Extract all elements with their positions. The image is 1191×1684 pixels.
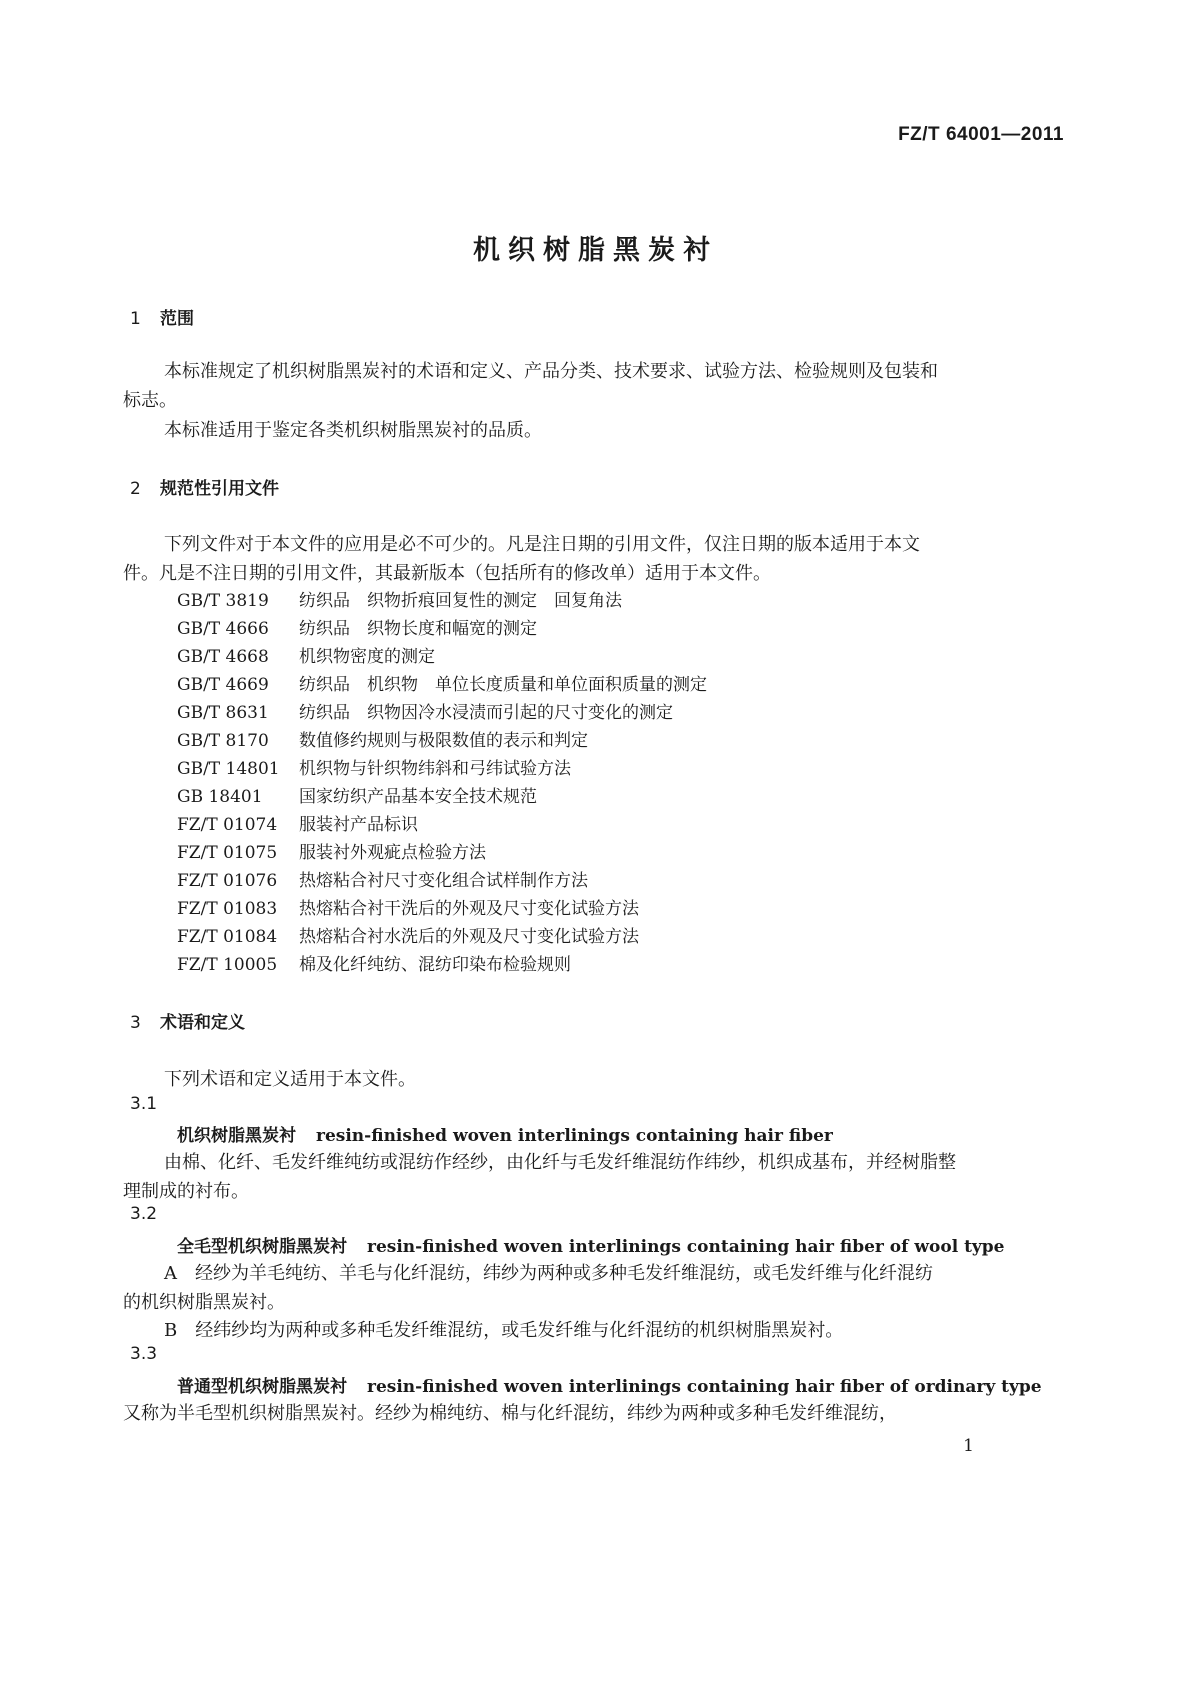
- paragraph: 本标准适用于鉴定各类机织树脂黑炭衬的品质。: [164, 420, 542, 441]
- reference-title: 纺织品 机织物 单位长度质量和单位面积质量的测定: [299, 675, 707, 695]
- standard-number: FZ/T 64001—2011: [898, 124, 1064, 145]
- paragraph: 下列术语和定义适用于本文件。: [164, 1069, 416, 1090]
- document-title: 机织树脂黑炭衬: [473, 235, 718, 266]
- reference-code: GB/T 3819: [177, 591, 269, 611]
- term-en: resin-finished woven interlinings containing hair fiber: [316, 1126, 833, 1146]
- reference-item: [177, 810, 418, 835]
- section-2-heading: [130, 474, 279, 499]
- reference-title: 机织物与针织物纬斜和弓纬试验方法: [299, 759, 571, 779]
- term-zh: 普通型机织树脂黑炭衬: [177, 1377, 347, 1397]
- reference-title: 纺织品 织物长度和幅宽的测定: [299, 619, 537, 639]
- reference-code: GB/T 14801: [177, 759, 280, 779]
- reference-code: GB/T 4669: [177, 675, 269, 695]
- term-en: resin-finished woven interlinings containing hair fiber of wool type: [367, 1237, 1005, 1257]
- term-entry: [177, 1232, 1005, 1257]
- definition-line: 又称为半毛型机织树脂黑炭衬。经纱为棉纯纺、棉与化纤混纺，纬纱为两种或多种毛发纤维混纺，: [123, 1403, 897, 1424]
- section-title: 规范性引用文件: [160, 479, 279, 499]
- clause-number: 3.2: [130, 1204, 158, 1224]
- reference-code: GB/T 4668: [177, 647, 269, 667]
- reference-title: 热熔粘合衬干洗后的外观及尺寸变化试验方法: [299, 899, 639, 919]
- reference-item: [177, 642, 435, 667]
- clause-number: 3.3: [130, 1344, 158, 1364]
- reference-item: [177, 922, 639, 947]
- term-entry: [177, 1121, 833, 1146]
- reference-item: [177, 950, 571, 975]
- paragraph-line: 标志。: [123, 390, 177, 411]
- reference-code: GB 18401: [177, 787, 263, 807]
- reference-title: 棉及化纤纯纺、混纺印染布检验规则: [299, 955, 571, 975]
- reference-code: GB/T 4666: [177, 619, 269, 639]
- reference-item: [177, 894, 639, 919]
- clause-number: 3.1: [130, 1094, 158, 1114]
- reference-title: 国家纺织产品基本安全技术规范: [299, 787, 537, 807]
- reference-code: FZ/T 01074: [177, 815, 278, 835]
- reference-title: 纺织品 织物因冷水浸渍而引起的尺寸变化的测定: [299, 703, 673, 723]
- definition-line: B 经纬纱均为两种或多种毛发纤维混纺，或毛发纤维与化纤混纺的机织树脂黑炭衬。: [164, 1320, 844, 1341]
- reference-code: GB/T 8170: [177, 731, 269, 751]
- term-entry: [177, 1372, 1042, 1397]
- reference-code: FZ/T 10005: [177, 955, 278, 975]
- reference-item: [177, 726, 588, 751]
- paragraph-line: 下列文件对于本文件的应用是必不可少的。凡是注日期的引用文件，仅注日期的版本适用于本文: [164, 534, 920, 555]
- section-3-heading: [130, 1008, 245, 1033]
- section-title: 术语和定义: [160, 1013, 245, 1033]
- definition-line: 由棉、化纤、毛发纤维纯纺或混纺作经纱，由化纤与毛发纤维混纺作纬纱，机织成基布，并经树脂整: [164, 1152, 956, 1173]
- definition-line: A 经纱为羊毛纯纺、羊毛与化纤混纺，纬纱为两种或多种毛发纤维混纺，或毛发纤维与化纤混纺: [164, 1263, 933, 1284]
- reference-title: 热熔粘合衬水洗后的外观及尺寸变化试验方法: [299, 927, 639, 947]
- reference-item: [177, 614, 537, 639]
- section-number: 3: [130, 1013, 141, 1033]
- section-number: 1: [130, 309, 141, 329]
- reference-title: 热熔粘合衬尺寸变化组合试样制作方法: [299, 871, 588, 891]
- reference-title: 机织物密度的测定: [299, 647, 435, 667]
- reference-item: [177, 670, 707, 695]
- reference-code: FZ/T 01076: [177, 871, 278, 891]
- reference-item: [177, 586, 622, 611]
- reference-item: [177, 782, 537, 807]
- term-zh: 全毛型机织树脂黑炭衬: [177, 1237, 347, 1257]
- reference-item: [177, 754, 571, 779]
- paragraph-line: 件。凡是不注日期的引用文件，其最新版本（包括所有的修改单）适用于本文件。: [123, 563, 771, 584]
- reference-item: [177, 698, 673, 723]
- paragraph-line: 本标准规定了机织树脂黑炭衬的术语和定义、产品分类、技术要求、试验方法、检验规则及包装和: [164, 361, 938, 382]
- reference-code: FZ/T 01075: [177, 843, 278, 863]
- reference-item: [177, 866, 588, 891]
- term-zh: 机织树脂黑炭衬: [177, 1126, 296, 1146]
- definition-line: 理制成的衬布。: [123, 1181, 249, 1202]
- reference-code: GB/T 8631: [177, 703, 269, 723]
- reference-title: 纺织品 织物折痕回复性的测定 回复角法: [299, 591, 622, 611]
- reference-title: 数值修约规则与极限数值的表示和判定: [299, 731, 588, 751]
- reference-title: 服装衬外观疵点检验方法: [299, 843, 486, 863]
- section-number: 2: [130, 479, 141, 499]
- reference-code: FZ/T 01084: [177, 927, 278, 947]
- definition-line: 的机织树脂黑炭衬。: [123, 1292, 285, 1313]
- page-number: 1: [963, 1436, 974, 1456]
- reference-item: [177, 838, 486, 863]
- section-1-heading: [130, 304, 194, 329]
- reference-code: FZ/T 01083: [177, 899, 278, 919]
- reference-title: 服装衬产品标识: [299, 815, 418, 835]
- section-title: 范围: [160, 309, 194, 329]
- term-en: resin-finished woven interlinings containing hair fiber of ordinary type: [367, 1377, 1042, 1397]
